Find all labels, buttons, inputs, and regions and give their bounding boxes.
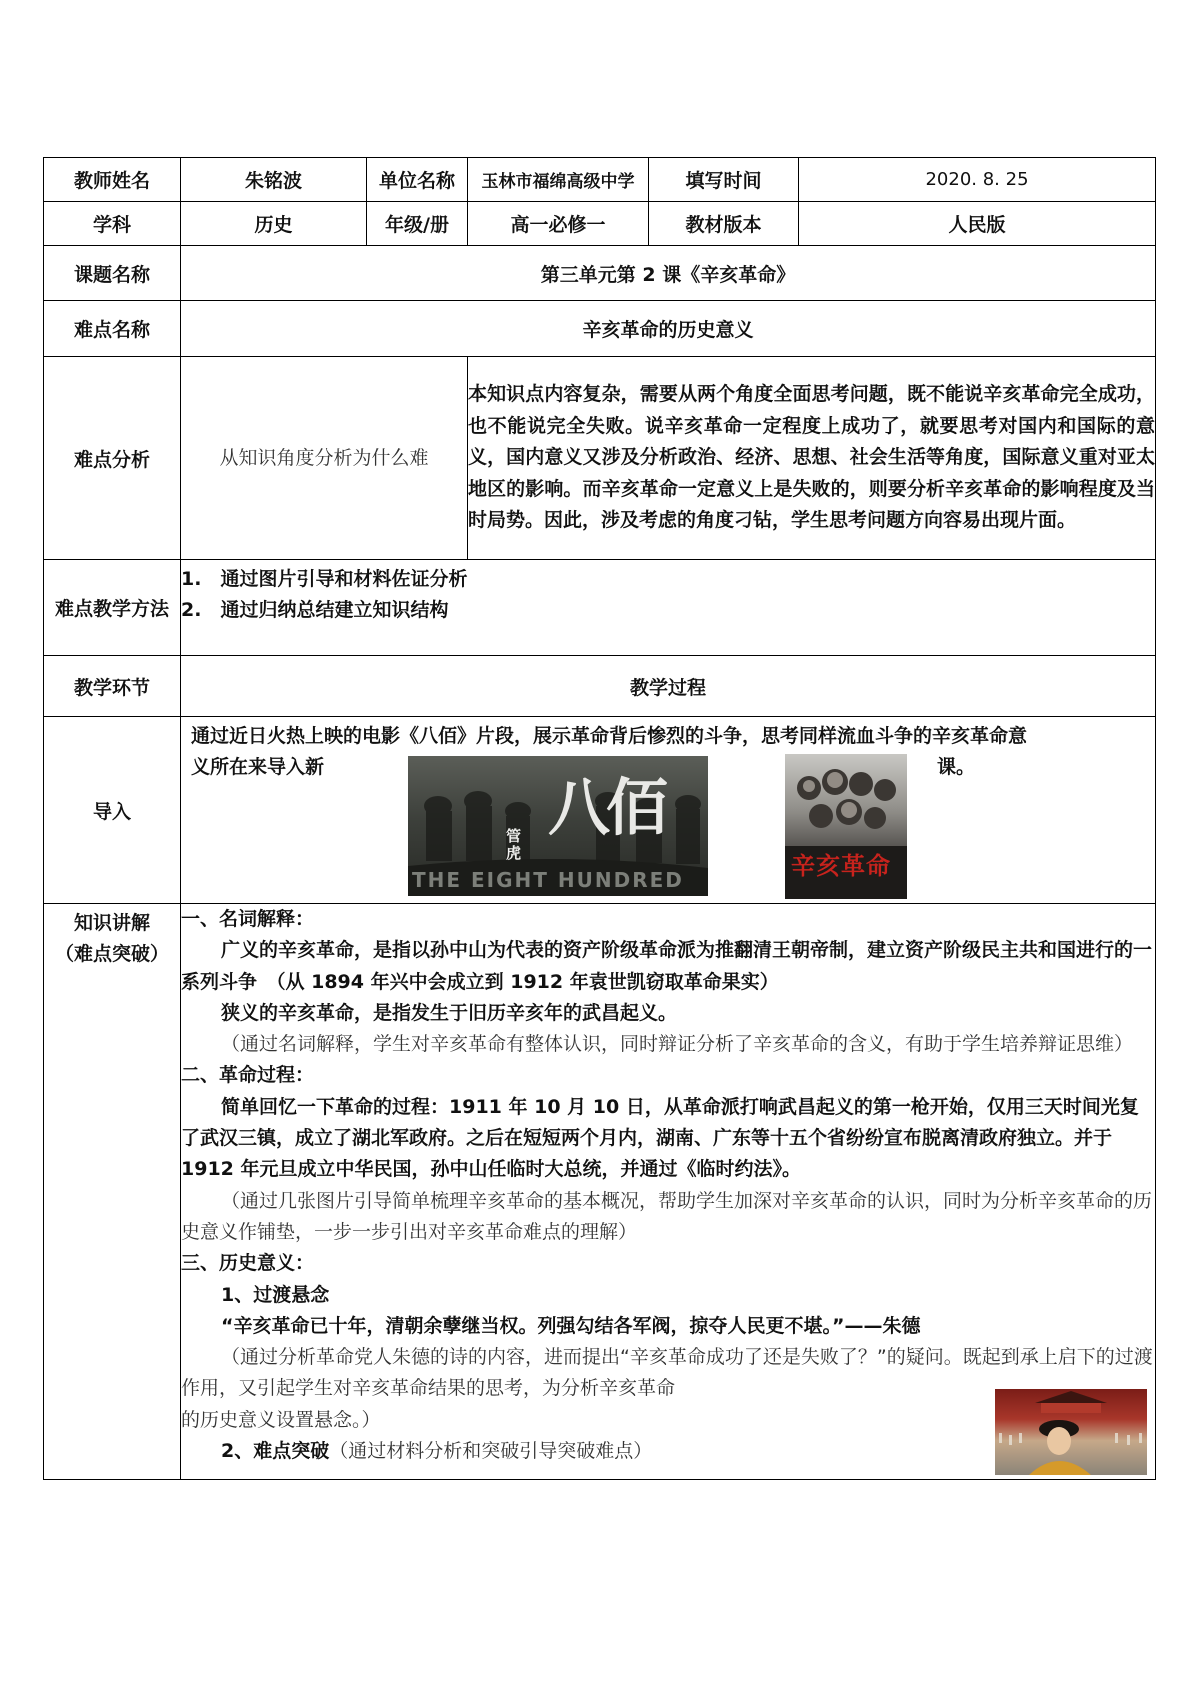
intro-line-2: 义所在来导入新	[191, 756, 325, 778]
edition-label: 教材版本	[649, 202, 799, 246]
section-1-broad-definition: 广义的辛亥革命，是指以孙中山为代表的资产阶级革命派为推翻清王朝帝制，建立资产阶级民主共和国进行的一系列斗争 （从 1894 年兴中会成立到 1912 年袁世凯窃取革命果实）	[181, 939, 1153, 993]
poster-title: 八佰	[548, 771, 665, 844]
section-3-note-a: （通过分析革命党人朱德的诗的内容，进而提出“辛亥革命成功了还是失败了？”的疑问。既起到承上启下的过渡作用，又引起学生对辛亥革命结果的思考，为分析辛亥革命	[181, 1346, 1153, 1400]
teacher-label: 教师姓名	[44, 158, 181, 202]
section-3-sub-1: 1、过渡悬念	[221, 1283, 330, 1306]
knowledge-content	[181, 904, 1156, 1480]
knowledge-label-line-1: 知识讲解	[73, 912, 150, 934]
method-item: 1. 通过图片引导和材料佐证分析	[181, 568, 468, 590]
header-row-1	[44, 158, 1156, 202]
intro-row	[44, 717, 1156, 904]
process-value: 教学过程	[181, 656, 1156, 717]
difficulty-label: 难点名称	[44, 301, 181, 357]
topic-value: 第三单元第 2 课《辛亥革命》	[181, 246, 1156, 301]
methods-label: 难点教学方法	[44, 560, 181, 656]
intro-content	[181, 717, 1156, 904]
knowledge-row	[44, 904, 1156, 1480]
topic-label: 课题名称	[44, 246, 181, 301]
section-2-process: 简单回忆一下革命的过程：1911 年 10 月 10 日，从革命派打响武昌起义的第一枪开始，仅用三天时间光复了武汉三镇，成立了湖北军政府。之后在短短两个月内，湖南、广东等十五个省纷纷宣布脱离清政府独立。并于 1912 年元旦成立中华民国，孙中山任临时大总统，并通过《临时约法》。	[181, 1095, 1139, 1181]
subject-value: 历史	[181, 202, 367, 246]
process-label: 教学环节	[44, 656, 181, 717]
methods-row	[44, 560, 1156, 656]
unit-name: 玉林市福绵高级中学	[468, 158, 649, 202]
section-3-title: 三、历史意义：	[181, 1252, 315, 1275]
unit-label: 单位名称	[367, 158, 468, 202]
analysis-sub-label: 从知识角度分析为什么难	[181, 357, 468, 560]
difficulty-value: 辛亥革命的历史意义	[181, 301, 1156, 357]
poster-banner: THE EIGHT HUNDRED	[412, 868, 684, 892]
section-1-narrow-definition: 狭义的辛亥革命，是指发生于旧历辛亥年的武昌起义。	[221, 1001, 678, 1024]
header-row-2	[44, 202, 1156, 246]
forbidden-city-emperor-image	[995, 1389, 1147, 1475]
edition-value: 人民版	[799, 202, 1156, 246]
section-3-note-b: 的历史意义设置悬念。）	[181, 1408, 381, 1431]
analysis-row	[44, 357, 1156, 560]
process-row	[44, 656, 1156, 717]
time-label: 填写时间	[649, 158, 799, 202]
eight-hundred-poster-image	[408, 756, 708, 896]
teacher-name: 朱铭波	[181, 158, 367, 202]
knowledge-label-line-2: （难点突破）	[54, 943, 169, 965]
section-1-title: 一、名词解释：	[181, 908, 315, 930]
zhu-de-quote: “辛亥革命已十年，清朝余孽继当权。列强勾结各军阀，掠夺人民更不堪。”——朱德	[221, 1314, 921, 1337]
poster-director: 管虎	[506, 827, 522, 862]
intro-line-1: 通过近日火热上映的电影《八佰》片段，展示革命背后惨烈的斗争，思考同样流血斗争的辛亥革命意	[191, 725, 1028, 747]
topic-row	[44, 246, 1156, 301]
intro-line-2-end: 课。	[937, 756, 976, 778]
xinhai-revolution-poster-image	[785, 754, 907, 899]
method-item: 2. 通过归纳总结建立知识结构	[181, 599, 449, 621]
section-2-note: （通过几张图片引导简单梳理辛亥革命的基本概况，帮助学生加深对辛亥革命的认识，同时为分析辛亥革命的历史意义作铺垫，一步一步引出对辛亥革命难点的理解）	[181, 1189, 1153, 1243]
poster2-title: 辛亥革命	[791, 851, 891, 880]
grade-value: 高一必修一	[468, 202, 649, 246]
methods-list	[181, 560, 1156, 656]
section-2-title: 二、革命过程：	[181, 1064, 315, 1087]
difficulty-row	[44, 301, 1156, 357]
fill-time: 2020. 8. 25	[799, 158, 1156, 202]
lesson-plan-table	[43, 157, 1156, 1480]
knowledge-label	[44, 904, 181, 1480]
section-3-sub-2: 2、难点突破（通过材料分析和突破引导突破难点）	[221, 1440, 653, 1463]
analysis-text: 本知识点内容复杂，需要从两个角度全面思考问题，既不能说辛亥革命完全成功，也不能说完全失败。说辛亥革命一定程度上成功了，就要思考对国内和国际的意义，国内意义又涉及分析政治、经济、思想、社会生活等角度，国际意义重对亚太地区的影响。而辛亥革命一定意义上是失败的，则要分析辛亥革命的影响程度及当时局势。因此，涉及考虑的角度刁钻，学生思考问题方向容易出现片面。	[468, 357, 1156, 560]
grade-label: 年级/册	[367, 202, 468, 246]
palace-emperor-icon	[995, 1389, 1147, 1475]
subject-label: 学科	[44, 202, 181, 246]
intro-label: 导入	[44, 717, 181, 904]
section-1-note: （通过名词解释，学生对辛亥革命有整体认识，同时辩证分析了辛亥革命的含义，有助于学生培养辩证思维）	[221, 1033, 1134, 1056]
analysis-label: 难点分析	[44, 357, 181, 560]
